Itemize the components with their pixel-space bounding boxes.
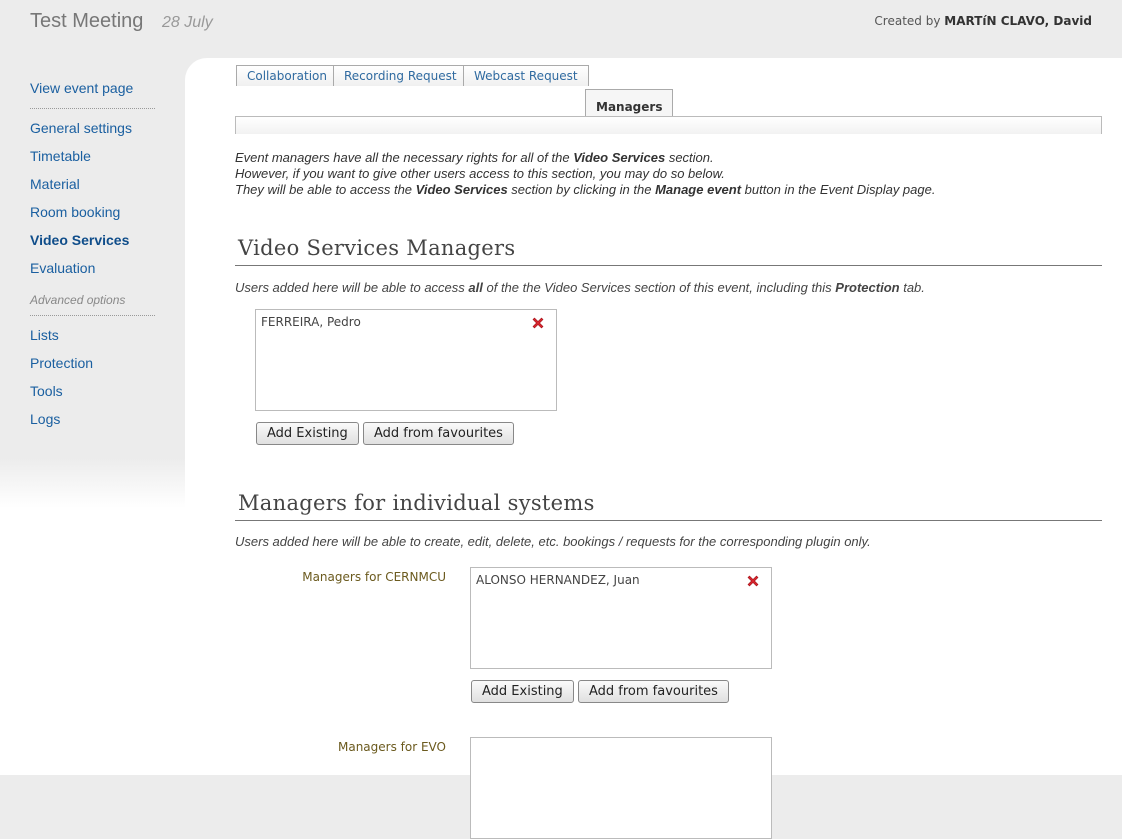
creator-name: MARTíN CLAVO, David	[944, 14, 1092, 28]
sidebar-main-items	[30, 118, 155, 286]
advanced-options-heading: Advanced options	[30, 293, 126, 307]
intro-text	[235, 150, 935, 198]
individual-managers-desc: Users added here will be able to create, edit, delete, etc. bookings / requests for the corresponding plugin only.	[235, 534, 871, 549]
cernmcu-add-existing-button[interactable]: Add Existing	[471, 680, 574, 703]
sidebar-item-general-settings[interactable]: General settings	[30, 120, 132, 136]
sidebar-advanced-items	[30, 325, 155, 437]
sidebar-item-material[interactable]: Material	[30, 176, 80, 192]
vs-managers-user-list	[255, 309, 557, 411]
individual-managers-title: Managers for individual systems	[238, 491, 595, 515]
vs-desc-b: all	[468, 280, 483, 295]
intro-line-2: However, if you want to give other users access to this section, you may do so below.	[235, 166, 725, 181]
add-existing-button[interactable]: Add Existing	[256, 422, 359, 445]
user-list-item: ALONSO HERNANDEZ, Juan	[476, 573, 640, 587]
evo-managers-label: Managers for EVO	[337, 740, 446, 754]
sidebar-item-lists[interactable]: Lists	[30, 327, 59, 343]
intro-line-1-a: Event managers have all the necessary rights for all of the	[235, 150, 574, 165]
intro-line-3-a: They will be able to access the	[235, 182, 416, 197]
intro-line-3	[235, 182, 935, 198]
created-by	[874, 14, 1092, 28]
remove-user-icon[interactable]	[746, 574, 760, 588]
created-by-label: Created by	[874, 14, 941, 28]
event-date: 28 July	[162, 14, 213, 31]
vs-desc-d: Protection	[835, 280, 900, 295]
tab-managers[interactable]: Managers	[585, 89, 673, 118]
intro-line-3-e: button in the Event Display page.	[741, 182, 936, 197]
sidebar-item-tools[interactable]: Tools	[30, 383, 63, 399]
event-title[interactable]: Test Meeting	[30, 10, 144, 32]
intro-line-3-d: Manage event	[655, 182, 742, 197]
sidebar-item-timetable[interactable]: Timetable	[30, 148, 91, 164]
sidebar-item-room-booking[interactable]: Room booking	[30, 204, 121, 220]
intro-line-3-c: section by clicking in the	[507, 182, 656, 197]
add-from-favourites-button[interactable]: Add from favourites	[363, 422, 514, 445]
vs-desc-e: tab.	[899, 280, 925, 295]
sidebar-divider-advanced	[30, 315, 155, 316]
individual-managers-rule	[235, 520, 1102, 521]
sidebar-top	[30, 78, 155, 106]
page-header	[0, 0, 1122, 58]
tab-content-bar	[235, 116, 1102, 134]
remove-user-icon[interactable]	[531, 316, 545, 330]
evo-managers-user-list	[470, 737, 772, 839]
sidebar-item-view-event-page[interactable]: View event page	[30, 80, 134, 96]
intro-line-1	[235, 150, 935, 166]
tab-webcast-request[interactable]: Webcast Request	[463, 65, 589, 86]
tab-collaboration[interactable]: Collaboration	[236, 65, 338, 86]
vs-managers-desc	[235, 280, 925, 295]
cernmcu-managers-label: Managers for CERNMCU	[302, 570, 446, 584]
sidebar-item-evaluation[interactable]: Evaluation	[30, 260, 96, 276]
cernmcu-add-from-favourites-button[interactable]: Add from favourites	[578, 680, 729, 703]
sidebar-divider	[30, 108, 155, 109]
vs-desc-a: Users added here will be able to access	[235, 280, 469, 295]
user-list-item: FERREIRA, Pedro	[261, 315, 361, 329]
vs-managers-title: Video Services Managers	[238, 236, 516, 260]
intro-line-1-b: Video Services	[573, 150, 666, 165]
intro-line-3-b: Video Services	[415, 182, 508, 197]
sidebar-item-video-services[interactable]: Video Services	[30, 232, 130, 248]
sidebar-item-logs[interactable]: Logs	[30, 411, 61, 427]
sidebar-item-protection[interactable]: Protection	[30, 355, 94, 371]
vs-managers-rule	[235, 265, 1102, 266]
tab-recording-request[interactable]: Recording Request	[333, 65, 468, 86]
main-content	[185, 58, 1122, 775]
sidebar	[0, 58, 185, 775]
intro-line-1-c: section.	[665, 150, 714, 165]
cernmcu-managers-user-list	[470, 567, 772, 669]
vs-desc-c: of the the Video Services section of this event, including this	[482, 280, 836, 295]
